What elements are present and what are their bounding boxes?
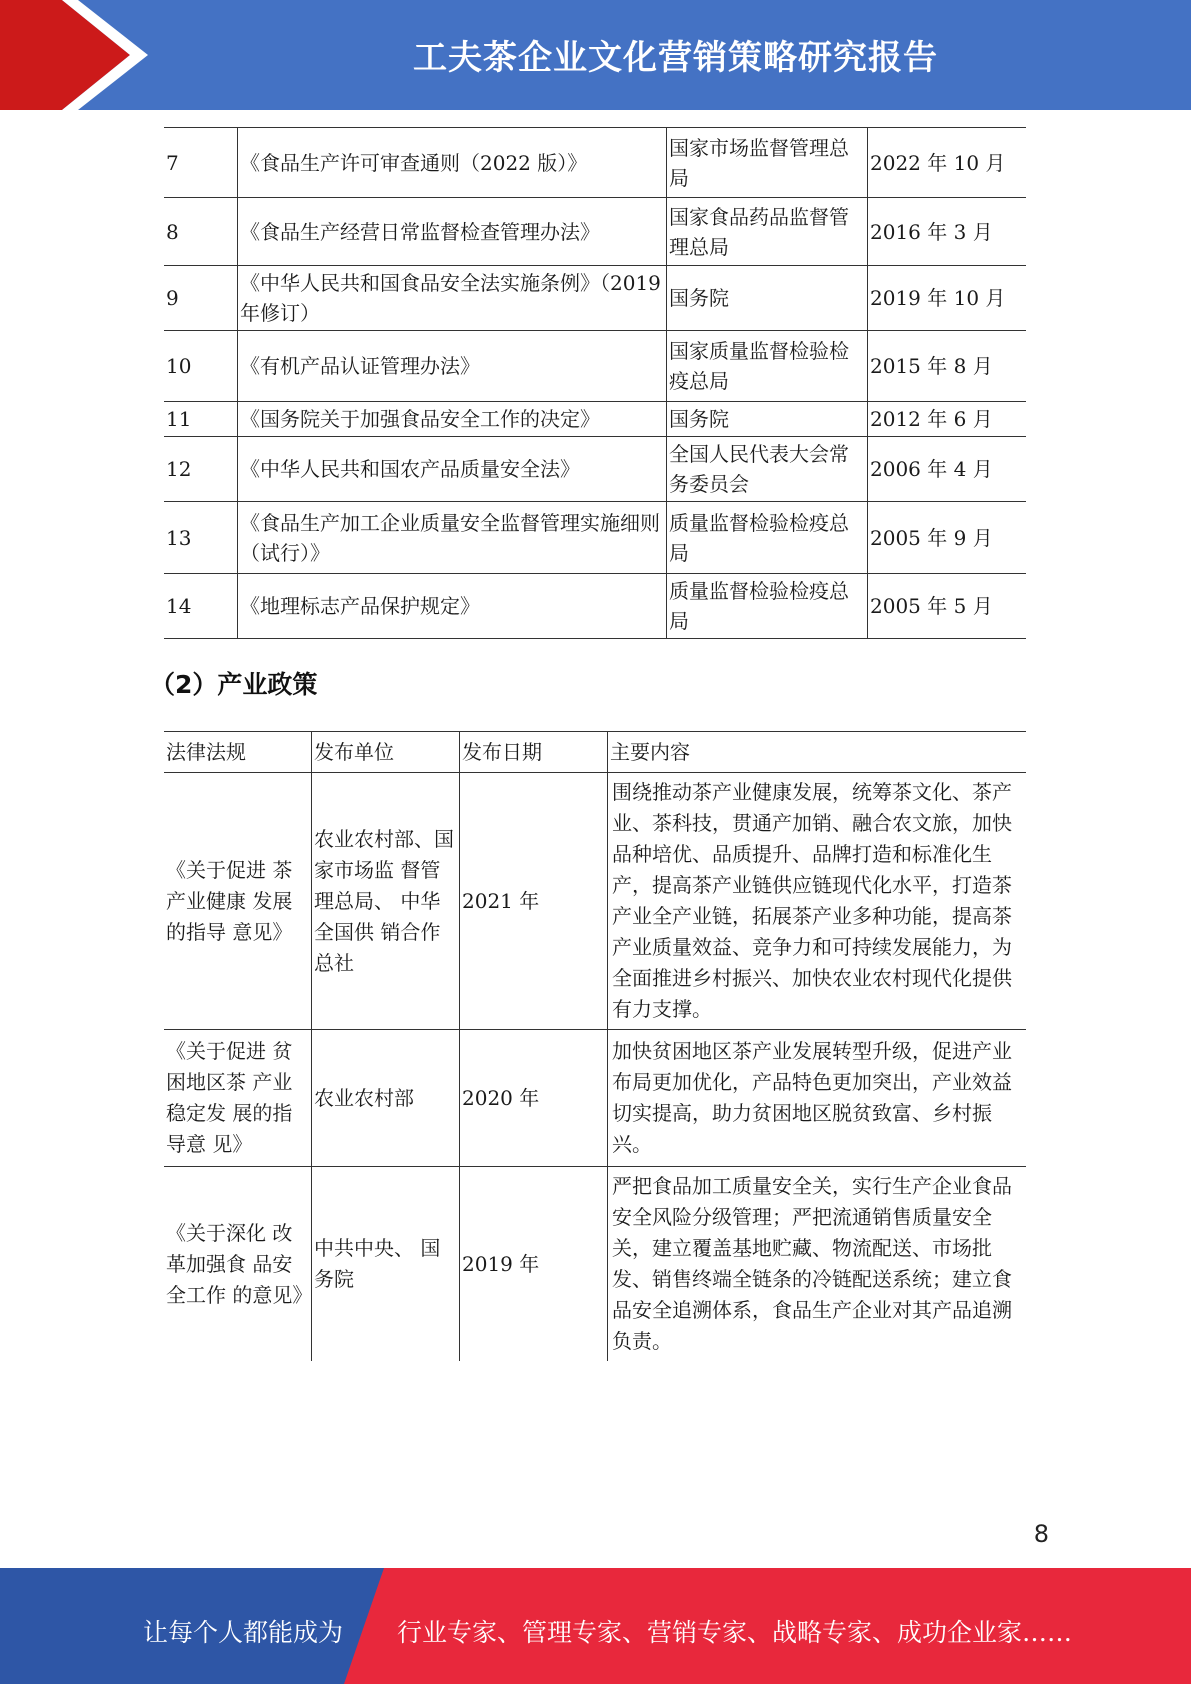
regulation-name: 《中华人民共和国食品安全法实施条例》（2019 年修订） xyxy=(238,266,667,331)
policy-issuer: 农业农村部、国家市场监 督管理总局、 中华全国供 销合作总社 xyxy=(312,773,460,1030)
page-number: 8 xyxy=(1033,1520,1049,1548)
regulation-name: 《食品生产加工企业质量安全监督管理实施细则（试行）》 xyxy=(238,502,667,574)
footer-slogan-left: 让每个人都能成为 xyxy=(143,1618,344,1647)
regulation-issuer: 国家市场监督管理总局 xyxy=(667,128,868,198)
policy-law: 《关于深化 改革加强食 品安全工作 的意见》 xyxy=(166,1220,313,1307)
regulation-issuer: 质量监督检验检疫总局 xyxy=(667,502,868,574)
regulation-name: 《食品生产经营日常监督检查管理办法》 xyxy=(238,198,667,266)
policy-law: 《关于促进 贫困地区茶 产业稳定发 展的指导意 见》 xyxy=(164,1030,312,1167)
regulation-issuer: 国家质量监督检验检疫总局 xyxy=(667,331,868,402)
table-header-row xyxy=(164,732,1026,773)
table-row xyxy=(164,773,1026,1030)
row-number: 14 xyxy=(164,574,238,639)
row-number: 7 xyxy=(164,128,238,198)
regulation-name: 《国务院关于加强食品安全工作的决定》 xyxy=(238,402,667,437)
regulation-issuer: 全国人民代表大会常务委员会 xyxy=(667,437,868,502)
row-number: 10 xyxy=(164,331,238,402)
policy-date: 2020 年 xyxy=(460,1030,608,1167)
row-number: 8 xyxy=(164,198,238,266)
regulation-issuer: 质量监督检验检疫总局 xyxy=(667,574,868,639)
regulation-date: 2015 年 8 月 xyxy=(868,331,1027,402)
regulation-date: 2016 年 3 月 xyxy=(868,198,1027,266)
row-number: 12 xyxy=(164,437,238,502)
table-row xyxy=(164,128,1026,198)
table-row xyxy=(164,1167,1026,1362)
regulation-date: 2012 年 6 月 xyxy=(868,402,1027,437)
policy-issuer: 农业农村部 xyxy=(312,1030,460,1167)
table-row xyxy=(164,437,1026,502)
regulation-date: 2019 年 10 月 xyxy=(868,266,1027,331)
report-title: 工夫茶企业文化营销策略研究报告 xyxy=(413,38,938,78)
table-row xyxy=(164,198,1026,266)
table-row xyxy=(164,1030,1026,1167)
regulation-issuer: 国务院 xyxy=(667,402,868,437)
regulation-issuer: 国务院 xyxy=(667,266,868,331)
column-header-date: 发布日期 xyxy=(460,732,608,773)
footer-slogan-right: 行业专家、管理专家、营销专家、战略专家、成功企业家…… xyxy=(397,1618,1073,1647)
policy-date: 2019 年 xyxy=(460,1167,608,1362)
regulation-date: 2022 年 10 月 xyxy=(868,128,1027,198)
regulation-date: 2006 年 4 月 xyxy=(868,437,1027,502)
policy-content: 严把食品加工质量安全关，实行生产企业食品安全风险分级管理；严把流通销售质量安全关，建立覆盖基地贮藏、物流配送、市场批发、销售终端全链条的冷链配送系统；建立食品安全追溯体系，食品生产企业对其产品追溯负责。 xyxy=(608,1167,1027,1362)
regulation-name: 《中华人民共和国农产品质量安全法》 xyxy=(238,437,667,502)
policy-law: 《关于促进 茶产业健康 发展的指导 意见》 xyxy=(164,773,312,1030)
policy-content: 围绕推动茶产业健康发展，统筹茶文化、茶产业、茶科技，贯通产加销、融合农文旅，加快品种培优、品质提升、品牌打造和标准化生产，提高茶产业链供应链现代化水平，打造茶产业全产业链，拓展茶产业多种功能，提高茶产业质量效益、竞争力和可持续发展能力，为全面推进乡村振兴、加快农业农村现代化提供有力支撑。 xyxy=(608,773,1027,1030)
regulation-name: 《有机产品认证管理办法》 xyxy=(238,331,667,402)
column-header-issuer: 发布单位 xyxy=(312,732,460,773)
regulation-issuer: 国家食品药品监督管理总局 xyxy=(667,198,868,266)
row-number: 9 xyxy=(164,266,238,331)
regulation-name: 《食品生产许可审查通则（2022 版）》 xyxy=(238,128,667,198)
table-row xyxy=(164,574,1026,639)
policy-content: 加快贫困地区茶产业发展转型升级，促进产业布局更加优化，产品特色更加突出，产业效益切实提高，助力贫困地区脱贫致富、乡村振兴。 xyxy=(608,1030,1027,1167)
header-arrow-decoration xyxy=(0,0,160,110)
page-header xyxy=(0,0,1191,110)
table-row xyxy=(164,402,1026,437)
regulation-date: 2005 年 9 月 xyxy=(868,502,1027,574)
policy-date: 2021 年 xyxy=(460,773,608,1030)
section-heading-industry-policy: （2）产业政策 xyxy=(150,670,318,699)
table-row xyxy=(164,331,1026,402)
table-row xyxy=(164,502,1026,574)
regulation-date: 2005 年 5 月 xyxy=(868,574,1027,639)
regulation-name: 《地理标志产品保护规定》 xyxy=(238,574,667,639)
table-row xyxy=(164,266,1026,331)
policy-issuer: 中共中央、 国务院 xyxy=(312,1167,460,1362)
row-number: 11 xyxy=(164,402,238,437)
column-header-content: 主要内容 xyxy=(608,732,1027,773)
industry-policy-table xyxy=(164,731,1026,1361)
regulations-table xyxy=(164,127,1026,639)
column-header-law: 法律法规 xyxy=(164,732,312,773)
row-number: 13 xyxy=(164,502,238,574)
